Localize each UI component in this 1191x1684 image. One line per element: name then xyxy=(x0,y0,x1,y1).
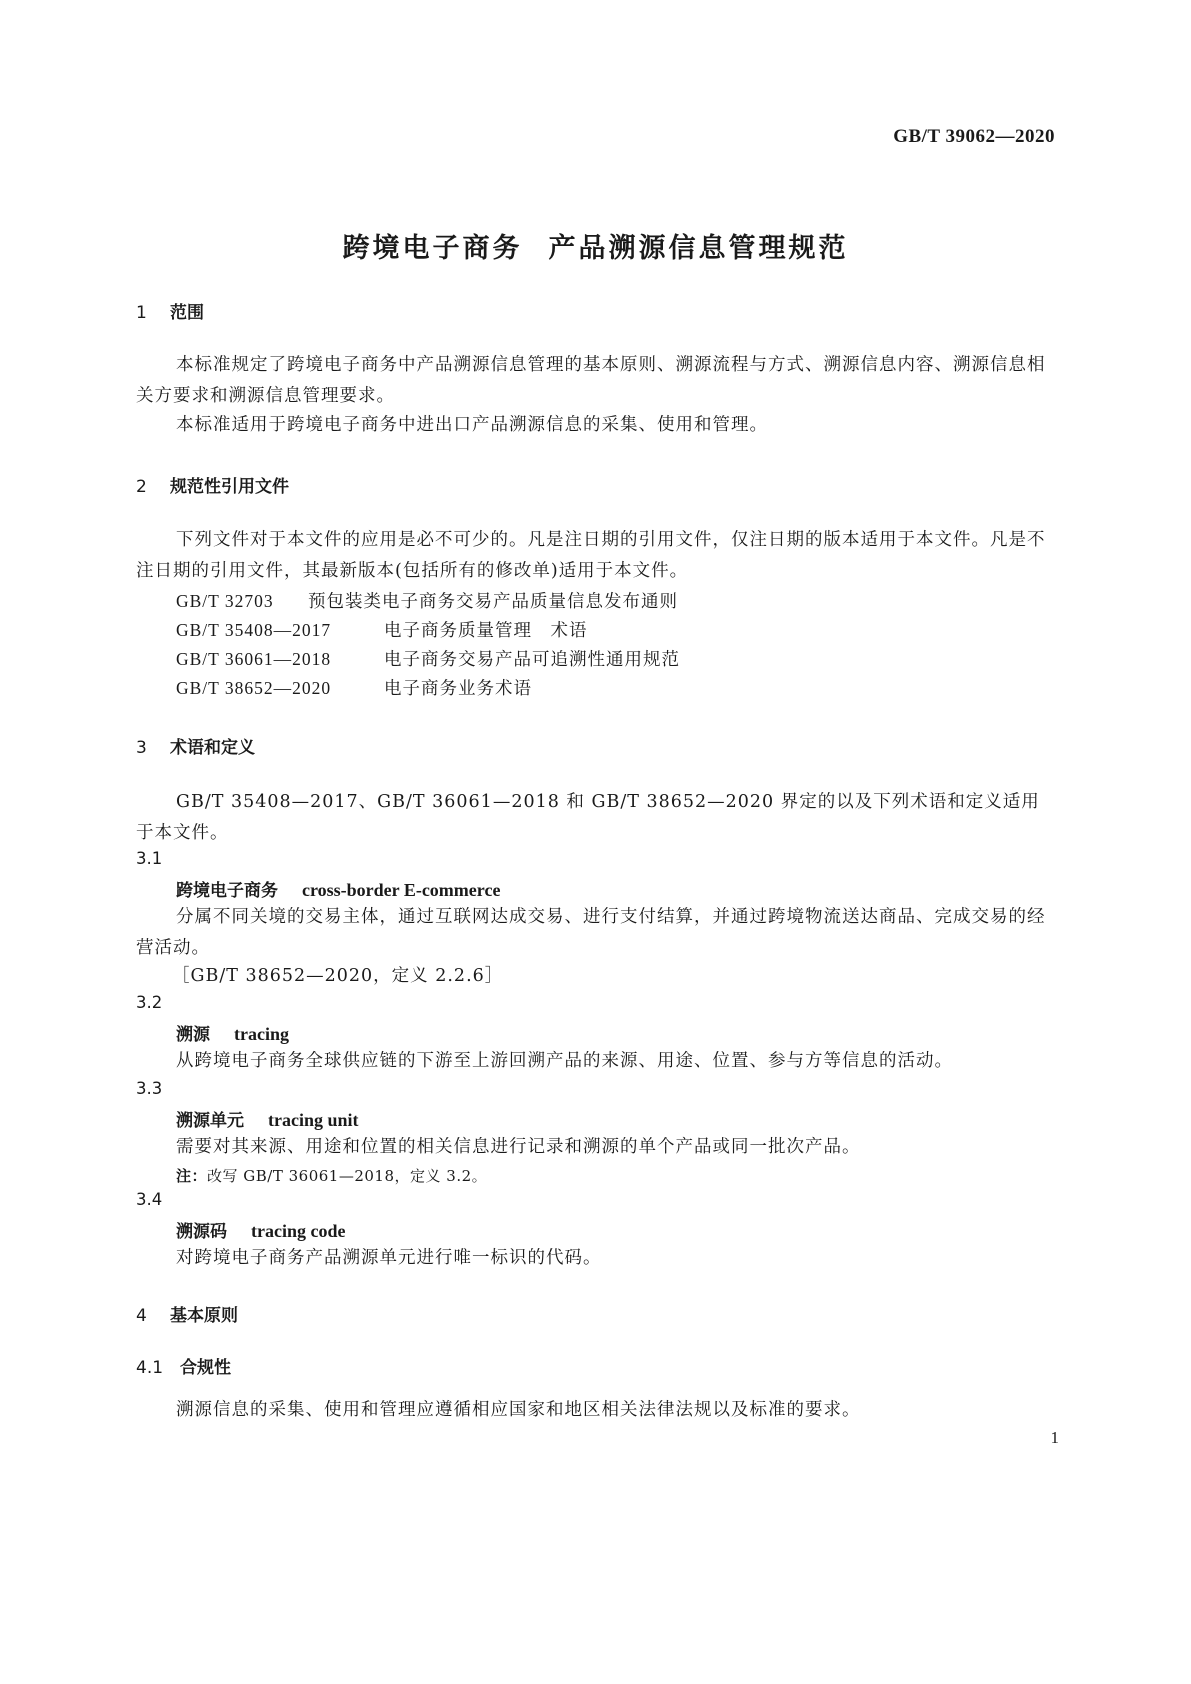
term-definition: 从跨境电子商务全球供应链的下游至上游回溯产品的来源、用途、位置、参与方等信息的活动。 xyxy=(176,1051,953,1071)
section-4-1-paragraph: 溯源信息的采集、使用和管理应遵循相应国家和地区相关法律法规以及标准的要求。 xyxy=(176,1400,861,1420)
term-title: 溯源 tracing xyxy=(176,1024,289,1045)
title-part-2: 产品溯源信息管理规范 xyxy=(548,233,849,264)
section-1-paragraph-1: 本标准规定了跨境电子商务中产品溯源信息管理的基本原则、溯源流程与方式、溯源信息内容、溯源信息相关方要求和溯源信息管理要求。 xyxy=(136,355,1046,406)
section-1-paragraph-2: 本标准适用于跨境电子商务中进出口产品溯源信息的采集、使用和管理。 xyxy=(176,415,768,435)
reference-item: GB/T 36061—2018 电子商务交易产品可追溯性通用规范 xyxy=(176,649,680,670)
term-title: 跨境电子商务 cross-border E-commerce xyxy=(176,880,501,901)
term-source: ［GB/T 38652—2020，定义 2.2.6］ xyxy=(172,966,504,986)
reference-item: GB/T 35408—2017 电子商务质量管理 术语 xyxy=(176,620,588,641)
document-title xyxy=(0,226,1191,265)
term-number: 3.3 xyxy=(136,1079,163,1098)
section-2-heading: 2 规范性引用文件 xyxy=(136,477,289,497)
section-3-heading: 3 术语和定义 xyxy=(136,738,255,758)
term-title: 溯源码 tracing code xyxy=(176,1221,346,1242)
reference-item: GB/T 32703 预包装类电子商务交易产品质量信息发布通则 xyxy=(176,591,678,612)
section-3-paragraph-1: GB/T 35408—2017、GB/T 36061—2018 和 GB/T 38652—2020 界定的以及下列术语和定义适用于本文件。 xyxy=(136,792,1040,843)
section-4-heading: 4 基本原则 xyxy=(136,1306,238,1326)
term-definition: 对跨境电子商务产品溯源单元进行唯一标识的代码。 xyxy=(176,1248,602,1268)
page-number: 1 xyxy=(1050,1428,1059,1447)
section-1-heading: 1 范围 xyxy=(136,303,204,323)
term-definition: 分属不同关境的交易主体，通过互联网达成交易、进行支付结算，并通过跨境物流送达商品、完成交易的经营活动。 xyxy=(136,907,1046,958)
term-number: 3.4 xyxy=(136,1190,163,1209)
term-number: 3.2 xyxy=(136,993,163,1012)
term-title: 溯源单元 tracing unit xyxy=(176,1110,359,1131)
standard-number: GB/T 39062—2020 xyxy=(893,126,1055,147)
reference-item: GB/T 38652—2020 电子商务业务术语 xyxy=(176,678,532,699)
term-note: 注：改写 GB/T 36061—2018，定义 3.2。 xyxy=(176,1167,488,1185)
title-part-1: 跨境电子商务 xyxy=(342,233,523,264)
term-number: 3.1 xyxy=(136,849,163,868)
term-definition: 需要对其来源、用途和位置的相关信息进行记录和溯源的单个产品或同一批次产品。 xyxy=(176,1137,861,1157)
section-2-paragraph-1: 下列文件对于本文件的应用是必不可少的。凡是注日期的引用文件，仅注日期的版本适用于本文件。凡是不注日期的引用文件，其最新版本(包括所有的修改单)适用于本文件。 xyxy=(136,530,1046,581)
section-4-1-heading: 4.1 合规性 xyxy=(136,1358,231,1378)
